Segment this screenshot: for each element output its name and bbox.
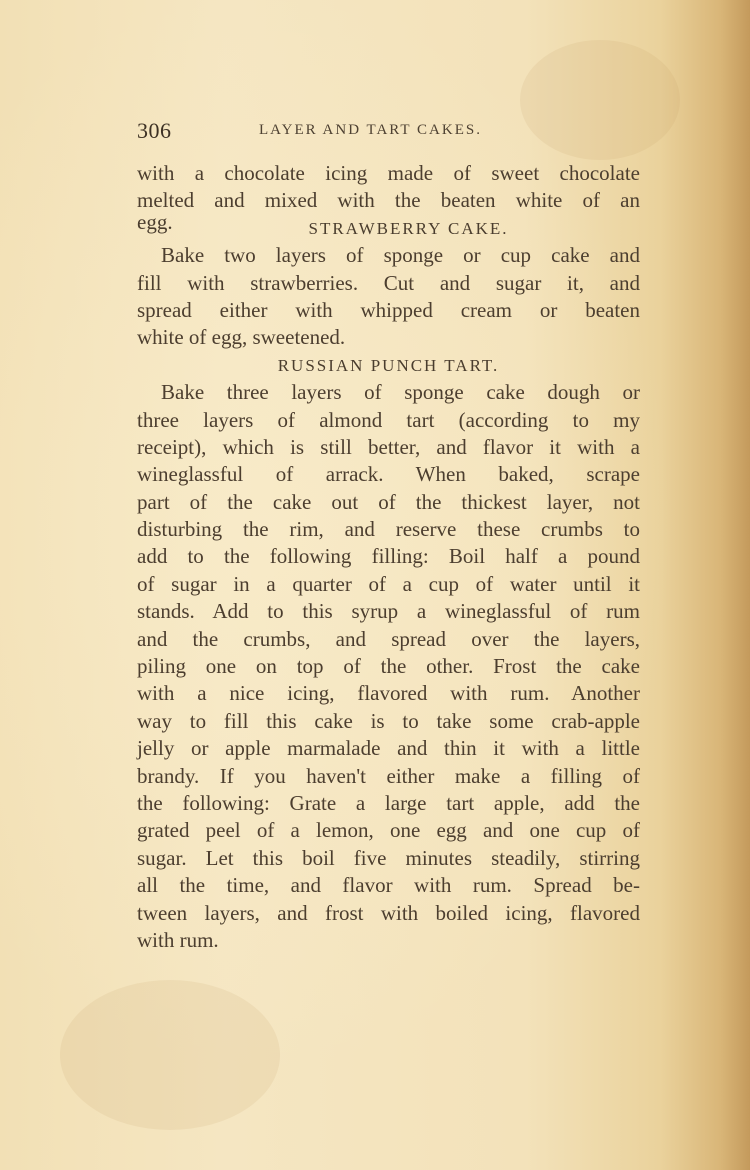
text-line: add to the following filling: Boil half a pound [137,544,640,569]
heading-text: STRAWBERRY CAKE. [308,218,509,238]
text-line: and the crumbs, and spread over the layers, [137,626,640,651]
text-line: part of the cake out of the thickest layer, not [137,489,640,514]
text-line: all the time, and flavor with rum. Spread be- [137,873,640,898]
text-line: spread either with whipped cream or beaten [137,297,640,322]
text-line: receipt), which is still better, and flavor it with a [137,434,640,459]
text-line: tween layers, and frost with boiled icing, flavored [137,900,640,925]
text-line: the following: Grate a large tart apple, add the [137,790,640,815]
text-line: fill with strawberries. Cut and sugar it, and [137,270,640,295]
text-line: Bake three layers of sponge cake dough or [161,380,640,405]
text-line: three layers of almond tart (according to my [137,407,640,432]
running-title: LAYER AND TART CAKES. [259,122,482,138]
text-line: sugar. Let this boil five minutes steadily, stirring [137,845,640,870]
section-heading-strawberry-cake [137,209,640,242]
text-line: of sugar in a quarter of a cup of water until it [137,571,640,596]
text-line: jelly or apple marmalade and thin it with a little [137,736,640,761]
body-text [137,160,640,954]
text-line: piling one on top of the other. Frost the cake [137,654,640,679]
text-line: Bake two layers of sponge or cup cake and [161,243,640,268]
text-line: way to fill this cake is to take some crab-apple [137,708,640,733]
text-line: egg. [137,209,173,234]
page-header [137,118,637,148]
text-line: with a chocolate icing made of sweet chocolate [137,161,640,185]
text-line: stands. Add to this syrup a wineglassful of rum [137,599,640,624]
text-line: disturbing the rim, and reserve these crumbs to [137,517,640,542]
section-heading-russian-punch-tart: RUSSIAN PUNCH TART. [277,355,500,375]
text-line: melted and mixed with the beaten white of an [137,188,640,213]
text-line: with a nice icing, flavored with rum. Another [137,681,640,706]
text-line: wineglassful of arrack. When baked, scrape [137,462,640,487]
paper-stain [60,980,280,1130]
text-line: white of egg, sweetened. [137,325,346,350]
page-number: 306 [137,118,172,143]
text-line: grated peel of a lemon, one egg and one cup of [137,818,640,843]
text-line: brandy. If you haven't either make a filling of [137,763,640,788]
text-line: with rum. [137,927,219,952]
